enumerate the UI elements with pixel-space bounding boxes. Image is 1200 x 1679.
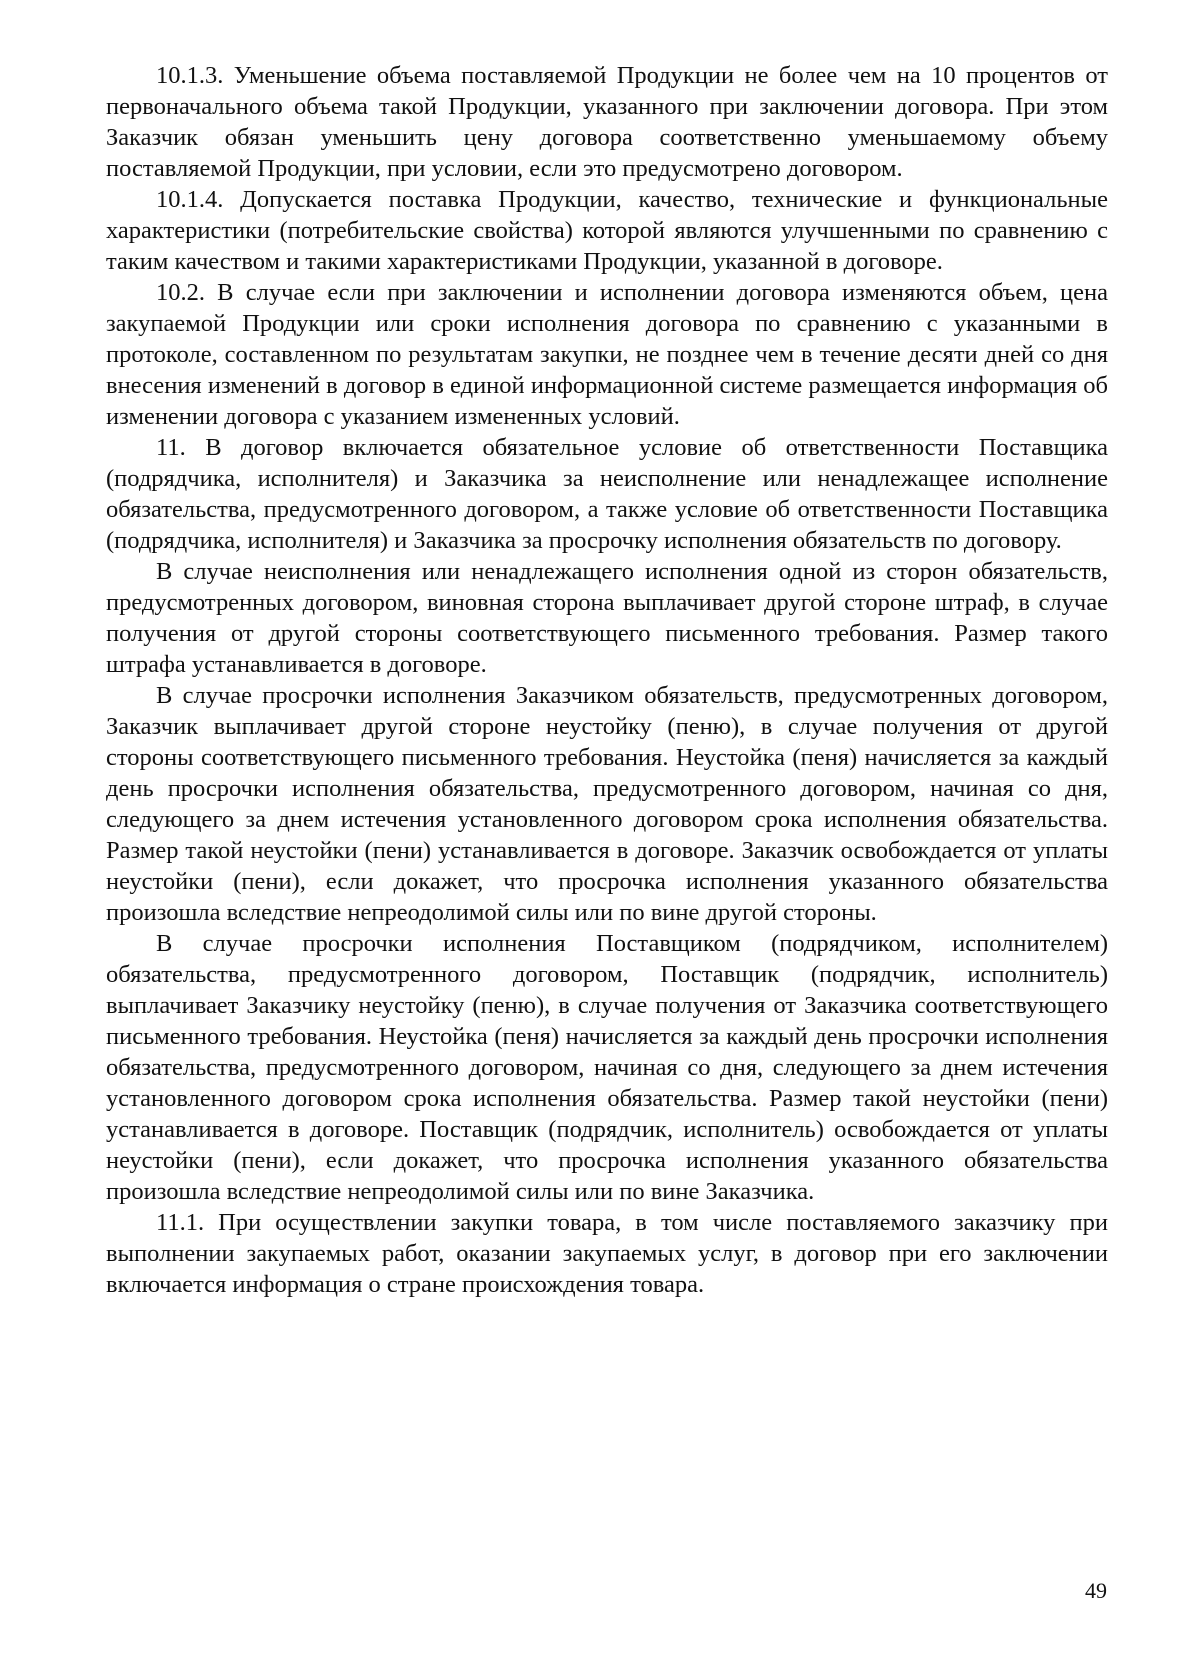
clause-10-1-4: 10.1.4. Допускается поставка Продукции, качество, технические и функциональные характеристики (потребительские свойства) которой являются улучшенными по сравнению с таким качеством и такими характеристиками Продукции, указанной в договоре. bbox=[106, 186, 1108, 275]
clause-11-customer-delay: В случае просрочки исполнения Заказчиком обязательств, предусмотренных договором, Заказчик выплачивает другой стороне неустойку (пеню), в случае получения от другой стороны соответствующего письменного требования. Неустойка (пеня) начисляется за каждый день просрочки исполнения обязательства, предусмотренного договором, начиная со дня, следующего за днем истечения установленного договором срока исполнения обязательства. Размер такой неустойки (пени) устанавливается в договоре. Заказчик освобождается от уплаты неустойки (пени), если докажет, что просрочка исполнения указанного обязательства произошла вследствие непреодолимой силы или по вине другой стороны. bbox=[106, 682, 1108, 926]
clause-11-supplier-delay: В случае просрочки исполнения Поставщиком (подрядчиком, исполнителем) обязательства, предусмотренного договором, Поставщик (подрядчик, исполнитель) выплачивает Заказчику неустойку (пеню), в случае получения от Заказчика соответствующего письменного требования. Неустойка (пеня) начисляется за каждый день просрочки исполнения обязательства, предусмотренного договором, начиная со дня, следующего за днем истечения установленного договором срока исполнения обязательства. Размер такой неустойки (пени) устанавливается в договоре. Поставщик (подрядчик, исполнитель) освобождается от уплаты неустойки (пени), если докажет, что просрочка исполнения указанного обязательства произошла вследствие непреодолимой силы или по вине Заказчика. bbox=[106, 930, 1108, 1205]
clause-11: 11. В договор включается обязательное условие об ответственности Поставщика (подрядчика, исполнителя) и Заказчика за неисполнение или ненадлежащее исполнение обязательства, предусмотренного договором, а также условие об ответственности Поставщика (подрядчика, исполнителя) и Заказчика за просрочку исполнения обязательств по договору. bbox=[106, 434, 1108, 554]
clause-10-2: 10.2. В случае если при заключении и исполнении договора изменяются объем, цена закупаемой Продукции или сроки исполнения договора по сравнению с указанными в протоколе, составленном по результатам закупки, не позднее чем в течение десяти дней со дня внесения изменений в договор в единой информационной системе размещается информация об изменении договора с указанием измененных условий. bbox=[106, 279, 1108, 430]
clause-10-1-3: 10.1.3. Уменьшение объема поставляемой Продукции не более чем на 10 процентов от первоначального объема такой Продукции, указанного при заключении договора. При этом Заказчик обязан уменьшить цену договора соответственно уменьшаемому объему поставляемой Продукции, при условии, если это предусмотрено договором. bbox=[106, 62, 1108, 182]
page-number: 49 bbox=[1085, 1578, 1107, 1603]
clause-11-1: 11.1. При осуществлении закупки товара, в том числе поставляемого заказчику при выполнении закупаемых работ, оказании закупаемых услуг, в договор при его заключении включается информация о стране происхождения товара. bbox=[106, 1209, 1108, 1298]
clause-11-penalty-fine: В случае неисполнения или ненадлежащего исполнения одной из сторон обязательств, предусмотренных договором, виновная сторона выплачивает другой стороне штраф, в случае получения от другой стороны соответствующего письменного требования. Размер такого штрафа устанавливается в договоре. bbox=[106, 558, 1108, 678]
document-body bbox=[106, 60, 1108, 1300]
